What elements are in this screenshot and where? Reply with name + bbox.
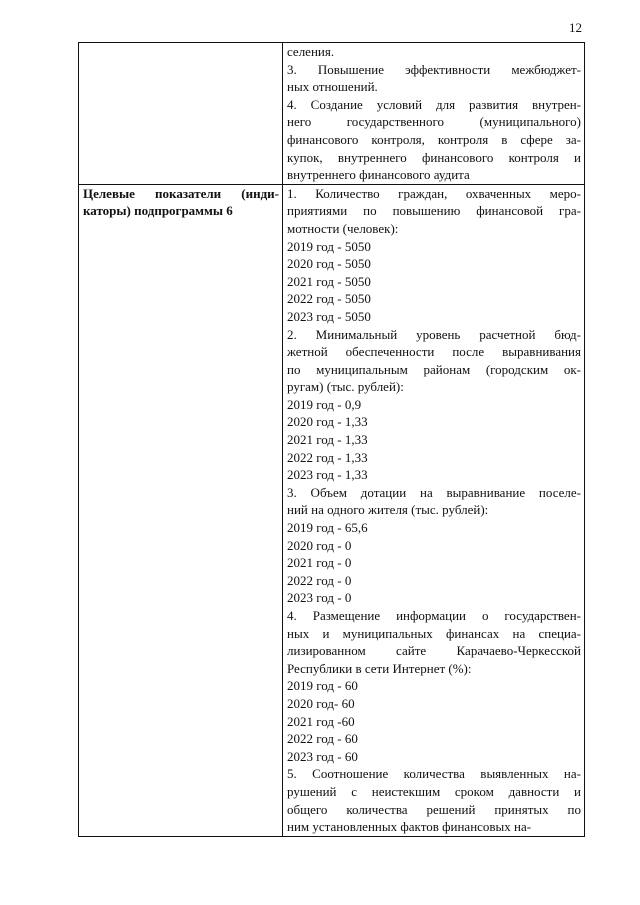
text-line: 2020 год - 5050 (287, 256, 371, 272)
text-line: приятиями по повышению финансовой гра- (287, 203, 581, 219)
text-line: внутреннего финансового аудита (287, 167, 470, 183)
text-line: 2019 год - 5050 (287, 238, 371, 254)
text-line: 2023 год - 60 (287, 748, 358, 764)
text-line: 2020 год- 60 (287, 695, 355, 711)
table-row (79, 184, 585, 836)
text-line: 2022 год - 0 (287, 572, 352, 588)
text-line: селения. (287, 44, 335, 59)
text-line: 4. Размещение информации о государствен- (287, 608, 581, 623)
text-line: 3. Объем дотации на выравнивание поселе- (287, 484, 581, 500)
text-line: лизированном сайте Карачаево-Черкесской (287, 643, 581, 659)
text-line: по муниципальным районам (городским ок- (287, 361, 581, 377)
text-line: ний на одного жителя (тыс. рублей): (287, 502, 489, 518)
text-line: 2019 год - 0,9 (287, 396, 362, 412)
text-line: 2022 год - 1,33 (287, 449, 368, 465)
text-line: 2023 год - 1,33 (287, 467, 368, 483)
text-line: 3. Повышение эффективности межбюджет- (287, 61, 581, 77)
text-line: 2023 год - 0 (287, 590, 352, 606)
text-line: 2022 год - 5050 (287, 291, 371, 307)
text-line: 2022 год - 60 (287, 731, 358, 747)
table-row (79, 43, 585, 185)
row-content (283, 184, 585, 836)
text-line: Целевые показатели (инди- (83, 185, 279, 201)
row-content (283, 43, 585, 185)
text-line: 2020 год - 0 (287, 537, 352, 553)
text-line: 4. Создание условий для развития внутрен- (287, 96, 581, 112)
program-table (78, 42, 585, 837)
row-label (79, 184, 283, 836)
row-label (79, 43, 283, 185)
text-line: ругам) (тыс. рублей): (287, 379, 404, 395)
text-line: финансового контроля, контроля в сфере за- (287, 131, 581, 147)
text-line: 2021 год - 5050 (287, 273, 371, 289)
text-line: жетной обеспеченности после выравнивания (287, 344, 581, 360)
text-line: ных отношений. (287, 79, 378, 95)
text-line: 2019 год - 65,6 (287, 520, 368, 536)
text-line: ним установленных фактов финансовых на- (287, 819, 532, 835)
text-line: общего количества решений принятых по (287, 801, 581, 817)
text-line: купок, внутреннего финансового контроля и (287, 149, 581, 165)
text-line: рушений с неистекшим сроком давности и (287, 783, 581, 799)
text-line: ных и муниципальных финансах на специа- (287, 625, 581, 641)
text-line: каторы) подпрограммы 6 (83, 203, 233, 219)
text-line: 2021 год -60 (287, 713, 355, 729)
page-number: 12 (569, 20, 582, 35)
text-line: 1. Количество граждан, охваченных меро- (287, 185, 581, 201)
text-line: 2019 год - 60 (287, 678, 358, 694)
text-line: 2020 год - 1,33 (287, 414, 368, 430)
text-line: мотности (человек): (287, 220, 399, 236)
text-line: него государственного (муниципального) (287, 114, 581, 130)
text-line: 2021 год - 0 (287, 555, 352, 571)
text-line: Республики в сети Интернет (%): (287, 660, 472, 676)
text-line: 2023 год - 5050 (287, 308, 371, 324)
text-line: 2. Минимальный уровень расчетной бюд- (287, 326, 581, 342)
text-line: 5. Соотношение количества выявленных на- (287, 766, 581, 782)
text-line: 2021 год - 1,33 (287, 432, 368, 448)
